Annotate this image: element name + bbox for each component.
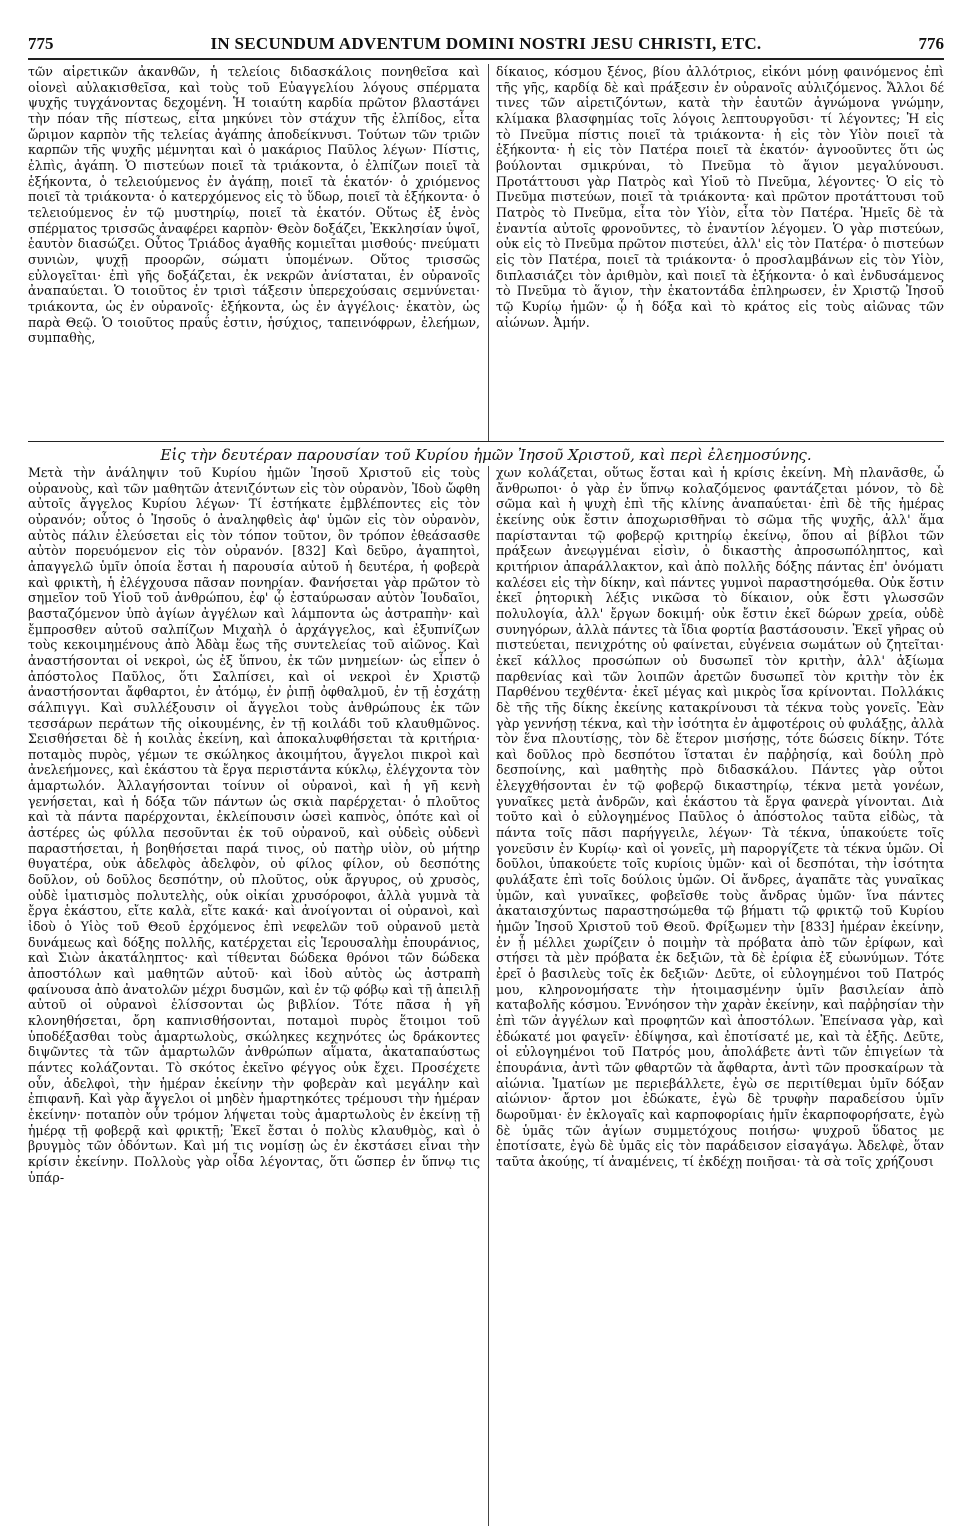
header-rule (28, 58, 944, 60)
page-number-left: 775 (28, 34, 54, 53)
column-divider-top (488, 64, 489, 441)
top-right-column (496, 64, 944, 441)
bottom-right-paragraph: χων κολάζεται, οὕτως ἔσται καὶ ἡ κρίσις ἐκείνη. Μὴ πλανᾶσθε, ὦ ἄνθρωποι· ὁ γὰρ ἐν ὕπνῳ κολαζόμενος φαντάζεται μόνον, τὸ δὲ σῶμα καὶ ἡ ψυχὴ ἐπὶ τῆς κλίνης ἀναπαύεται· ἐπὶ δὲ τῆς ἡμέρας ἐκείνης οὐκ ἔστιν ἀποχωρισθῆναι τὸ σῶμα τῆς ψυχῆς, ἀλλ' ἅμα παρίστανται τῷ φοβερῷ κριτηρίῳ ἐκείνῳ, ὅπου αἱ βίβλοι τῶν πράξεων ἀνεῳγμέναι εἰσὶν, ὁ δικαστὴς ἀπροσωπόληπτος, καὶ κριτήριον ἀπαράλλακτον, καὶ ἀπὸ πολλῆς δόξης πάντας ἐπ' ὀνόματι καλέσει εἰς τὴν δίκην, καὶ πάντες γυμνοὶ παραστησόμεθα. Οὐκ ἔστιν ἐκεῖ ῥητορικὴ λέξις νικῶσα τὸ δίκαιον, οὐκ ἔστι γλωσσῶν πολυλογία, ἀλλ' ἔργων δοκιμή· οὐκ ἔστιν ἐκεῖ δώρων χρεία, οὐδὲ συνηγόρων, ἀλλὰ πάντες τὰ ἴδια φορτία βαστάσουσιν. Ἐκεῖ γῆρας οὐ πιστεύεται, πενιχρότης οὐ φαίνεται, εὐγένεια σωμάτων οὐ ζητεῖται· ἐκεῖ κάλλος προσώπων οὐ δυσωπεῖ τὸν κριτὴν, ἀλλ' ἀξίωμα παρθενίας καὶ τῶν λοιπῶν ἀρετῶν δυσωπεῖ τὸν κριτὴν τὸν ἐκ Παρθένου τεχθέντα· ἐκεῖ μέγας καὶ μικρὸς ἴσα κρίνονται. Πολλάκις δὲ τῆς τῆς δίκης ἐκείνης κατακρίνουσι τὰ τέκνα τοὺς γονεῖς. Ἐὰν γὰρ γεννήσῃ τέκνα, καὶ τὴν ἰσότητα ἐν ἀμφοτέροις οὐ φυλάξῃς, ἀλλὰ τὸν ἕνα πλουτίσῃς, τὸν δὲ ἕτερον μισήσῃς, τότε δώσεις δίκην. Τότε καὶ δοῦλος πρὸ δεσπότου ἵσταται ἐν παῤῥησίᾳ, καὶ δούλη πρὸ δεσποίνης, καὶ μαθητὴς πρὸ διδασκάλου. Πάντες γὰρ οὗτοι ἐλεγχθήσονται ἐν τῷ φοβερῷ δικαστηρίῳ, τέκνα μετὰ γονέων, γυναῖκες μετὰ ἀνδρῶν, καὶ ἑκάστου τὰ ἔργα φανερὰ γίνονται. Διὰ τοῦτο καὶ ὁ εὐλογημένος Παῦλος ὁ ἀπόστολος ταῦτα εἰδὼς, τὰ πάντα τοῖς πᾶσι παρήγγειλε, λέγων· Τὰ τέκνα, ὑπακούετε τοῖς γονεῦσιν ἐν Κυρίῳ· καὶ οἱ γονεῖς, μὴ παροργίζετε τὰ τέκνα ὑμῶν. Οἱ δοῦλοι, ὑπακούετε τοῖς κυρίοις ὑμῶν· καὶ οἱ δεσπόται, τὴν ἰσότητα φυλάξατε ἐπὶ τοῖς δούλοις ὑμῶν. Οἱ ἄνδρες, ἀγαπᾶτε τὰς γυναῖκας ὑμῶν, καὶ γυναῖκες, φοβεῖσθε τοὺς ἄνδρας ὑμῶν· ἵνα πάντες ἀκαταισχύντως παραστησώμεθα τῷ βήματι τῷ φρικτῷ τοῦ Κυρίου ἡμῶν Ἰησοῦ Χριστοῦ τοῦ Θεοῦ. Φρίξωμεν τὴν [833] ἡμέραν ἐκείνην, ἐν ᾗ μέλλει χωρίζειν ὁ ποιμὴν τὰ πρόβατα ἀπὸ τῶν ἐρίφων, καὶ στήσει τὰ μὲν πρόβατα ἐκ δεξιῶν, τὰ δὲ ἐρίφια ἐξ εὐωνύμων. Τότε ἐρεῖ ὁ βασιλεὺς τοῖς ἐκ δεξιῶν· Δεῦτε, οἱ εὐλογημένοι τοῦ Πατρός μου, κληρονομήσατε τὴν ἡτοιμασμένην ὑμῖν βασιλείαν ἀπὸ καταβολῆς κόσμου. Ἐννόησον τὴν χαρὰν ἐκείνην, καὶ παῤῥησίαν τὴν ἐπὶ τῶν ἀγγέλων καὶ προφητῶν καὶ ἀποστόλων. Ἐπείνασα γὰρ, καὶ ἐδώκατέ μοι φαγεῖν· ἐδίψησα, καὶ ἐποτίσατέ με, καὶ τὰ ἑξῆς. Δεῦτε, οἱ εὐλογημένοι τοῦ Πατρός μου, ἀπολάβετε ἀντὶ τῶν ἐπιγείων τὰ ἐπουράνια, ἀντὶ τῶν φθαρτῶν τὰ ἄφθαρτα, ἀντὶ τῶν προσκαίρων τὰ αἰώνια. Ἱματίων με περιεβάλλετε, ἐγὼ σε περιτίθεμαι ὑμῖν δόξαν αἰώνιον· ἄρτον μοι ἐδώκατε, ἐγὼ δὲ τρυφὴν παραδείσου ὑμῖν δωροῦμαι· ἐν ἐκλογαῖς καὶ καρποφορίαις ἡμῖν ἐκαρποφορήσατε, ἐγὼ δὲ ὑμᾶς τῶν ἁγίων συμμετόχους ποιήσω· ψυχροῦ ὕδατος με ἐποτίσατε, ἐγὼ δὲ ὑμᾶς εἰς τὸν παράδεισον εἰσαγάγω. Ἀδελφὲ, ὅταν ταῦτα ἀκούῃς, τί ἀναμένεις, τί ἐκδέχῃ ποιῆσαι· τὰ σὰ τοῖς χρήζουσι (496, 465, 944, 1169)
top-right-paragraph: δίκαιος, κόσμου ξένος, βίου ἀλλότριος, εἰκόνι μόνῃ φαινόμενος ἐπὶ τῆς γῆς, καρδίᾳ δὲ καὶ πράξεσιν ἐν οὐρανοῖς αὐλιζόμενος. Ἄλλοι δέ τινες τῶν αἱρετιζόντων, κατὰ τὴν ἑαυτῶν ἀγνώμονα γνώμην, κλίμακα βλασφημίας τοῖς λόγοις λεπτουργοῦσι· τί λέγοντες; Ἡ εἰς τὸ Πνεῦμα πίστις ποιεῖ τὰ τριάκοντα· ἡ εἰς τὸν Υἱὸν ποιεῖ τὰ ἑξήκοντα· ἡ εἰς τὸν Πατέρα ποιεῖ τὰ ἑκατόν· ἀγνοοῦντες ὅτι ὡς βούλονται σμικρύναι, τὸ Πνεῦμα τὸ ἅγιον μεγαλύνουσι. Προτάττουσι γὰρ Πατρὸς καὶ Υἱοῦ τὸ Πνεῦμα, λέγοντες· Ὁ εἰς τὸ Πνεῦμα πιστεύων, ποιεῖ τὰ τριάκοντα· καὶ πρῶτον προτάττουσι τοῦ Πατρὸς τὸ Πνεῦμα, εἶτα τὸν Υἱὸν, εἶτα τὸν Πατέρα. Ἡμεῖς δὲ τὰ ἐναντία αὐτοῖς φρονοῦντες, τὸ ἐναντίον λέγομεν. Ὁ γὰρ πιστεύων, οὐκ εἰς τὸ Πνεῦμα πρῶτον πιστεύει, ἀλλ' εἰς τὸν Πατέρα· ὁ πιστεύων εἰς τὸν Πατέρα, ποιεῖ τὰ τριάκοντα· ὁ προσλαμβάνων εἰς τὸν Υἱὸν, διπλασιάζει τὸν ἀριθμὸν, καὶ ποιεῖ τὰ ἑξήκοντα· ὁ καὶ ἐνδυσάμενος τὸ Πνεῦμα τὸ ἅγιον, τὴν ἑκατοντάδα ἐπληρωσεν, ἐν Χριστῷ Ἰησοῦ τῷ Κυρίῳ ἡμῶν· ᾧ ἡ δόξα καὶ τὸ κράτος εἰς τοὺς αἰῶνας τῶν αἰώνων. Ἀμήν. (496, 64, 944, 330)
page-number-right: 776 (918, 34, 944, 53)
column-divider-bottom (488, 466, 489, 1526)
top-left-paragraph: τῶν αἱρετικῶν ἀκανθῶν, ἡ τελείοις διδασκάλοις πονηθεῖσα καὶ οἱονεὶ αὐλακισθεῖσα, καὶ τοὺς τοῦ Εὐαγγελίου λόγους σπέρματα ψυχῆς τυγχάνοντας δεχομένη. Ἡ τοιαύτη καρδία πρῶτον βλαστάνει τὴν πόαν τῆς πίστεως, εἶτα μηκύνει τὸν στάχυν τῆς ἐλπίδος, εἶτα ὥριμον καρπὸν τῆς τελείας ἀγάπης ἀποδείκνυσι. Τούτων τῶν τριῶν καρπῶν τῆς ψυχῆς μέμνηται καὶ ὁ μακάριος Παῦλος λέγων· Πίστις, ἐλπὶς, ἀγάπη. Ὁ πιστεύων ποιεῖ τὰ τριάκοντα, ὁ ἐλπίζων ποιεῖ τὰ ἑξήκοντα, ὁ τελειούμενος ἐν ἀγάπῃ, ποιεῖ τὰ ἑκατόν· ὁ χριόμενος ποιεῖ τὰ τριάκοντα· ὁ κατερχόμενος εἰς τὸ ὕδωρ, ποιεῖ τὰ ἑξήκοντα· ὁ τελειούμενος ἐν τῷ μυστηρίῳ, ποιεῖ τὰ ἑκατόν. Οὕτως ἐξ ἑνὸς σπέρματος τρισσῶς ἀναφέρει καρπὸν· Θεὸν δοξάζει, Ἐκκλησίαν ὑψοῖ, ἑαυτὸν διασώζει. Οὗτος Τριάδος ἀγαθῆς κομιεῖται μισθούς· πνεύματι συνιὼν, ψυχῇ προορῶν, σώματι ὑπομένων. Οὕτος τρισσῶς εὐλογεῖται· ἐπὶ γῆς δοξάζεται, ἐκ νεκρῶν ἀνίσταται, ἐν οὐρανοῖς ἀναπαύεται. Ὁ τοιοῦτος ἐν τρισὶ τάξεσιν ὑπερεχούσαις σεμνύνεται· τριάκοντα, ὡς ἐν οὐρανοῖς· ἑξήκοντα, ὡς ἐν ἀγγέλοις· ἑκατὸν, ὡς παρὰ Θεῷ. Ὁ τοιοῦτος πραΰς ἐστιν, ἡσύχιος, ταπεινόφρων, ἐλεήμων, συμπαθὴς, (28, 64, 480, 346)
top-left-column (28, 64, 480, 441)
bottom-left-paragraph: Μετὰ τὴν ἀνάληψιν τοῦ Κυρίου ἡμῶν Ἰησοῦ Χριστοῦ εἰς τοὺς οὐρανοὺς, καὶ τῶν μαθητῶν ἀτενιζόντων εἰς τὸν οὐρανὸν, Ἰδοὺ ὤφθη αὐτοῖς ἄγγελος Κυρίου λέγων· Τί ἑστήκατε ἐμβλέποντες εἰς τὸν οὐρανόν; οὗτος ὁ Ἰησοῦς ὁ ἀναληφθεὶς ἀφ' ὑμῶν εἰς τὸν οὐρανὸν, αὐτὸς πάλιν ἐλεύσεται εἰς τὸν τόπον τοῦτον, ὃν τρόπον ἐθεάσασθε αὐτὸν πορευόμενον εἰς τὸν οὐρανόν. [832] Καὶ δεῦρο, ἀγαπητοὶ, ἀπαγγελῶ ὑμῖν ὁποία ἔσται ἡ παρουσία αὐτοῦ ἡ δευτέρα, ἡ φοβερὰ καὶ φρικτὴ, ἡ ἐλέγχουσα πᾶσαν πονηρίαν. Φανήσεται γὰρ πρῶτον τὸ σημεῖον τοῦ Υἱοῦ τοῦ ἀνθρώπου, ἐφ' ᾧ ἐσταύρωσαν αὐτὸν Ἰουδαῖοι, βασταζόμενον ὑπὸ ἁγίων ἀγγέλων καὶ λάμποντα ὡς ἀστραπὴν· καὶ ἔμπροσθεν αὐτοῦ σαλπίζων Μιχαὴλ ὁ ἀρχάγγελος, καὶ ἐξυπνίζων τοὺς κεκοιμημένους ἀπὸ Ἀδὰμ ἕως τῆς συντελείας τοῦ αἰῶνος. Καὶ ἀναστήσονται οἱ νεκροὶ, ὡς ἐξ ὕπνου, ἐκ τῶν μνημείων· ὡς εἶπεν ὁ ἀπόστολος Παῦλος, ὅτι Σαλπίσει, καὶ οἱ νεκροὶ ἐν Χριστῷ ἀναστήσονται ἄφθαρτοι, ἐν ἀτόμῳ, ἐν ῥιπῇ ὀφθαλμοῦ, ἐν τῇ ἐσχάτῃ σάλπιγγι. Καὶ συλλέξουσιν οἱ ἄγγελοι τοὺς ἀνθρώπους ἐκ τῶν τεσσάρων περάτων τῆς οἰκουμένης, ἐν τῇ κοιλάδι τοῦ κλαυθμῶνος. Σεισθήσεται δὲ ἡ κοιλὰς ἐκείνη, καὶ ἀποκαλυφθήσεται τὰ κριτήρια· ποταμὸς πυρὸς, γέμων τε σκώληκος ἀκοιμήτου, ἄγγελοι πικροὶ καὶ ἀνελεήμονες, καὶ ἑκάστου τὰ ἔργα περιστάντα κύκλῳ, ἐλέγχοντα τὸν ἁμαρτωλόν. Ἀλλαγήσονται τοίνυν οἱ οὐρανοὶ, καὶ ἡ γῆ κενὴ γενήσεται, καὶ ἡ δόξα τῶν πάντων ὡς σκιὰ παρέρχεται· ὁ πλοῦτος καὶ τὰ πάντα παρέρχονται, ἐκλείπουσιν ὡσεὶ καπνὸς, ὁπότε καὶ οἱ ἀστέρες ὡς φύλλα πεσοῦνται ἐκ τοῦ οὐρανοῦ, καὶ οὐδεὶς οὐδενὶ παραστήσεται, ἡ βοηθήσεται παρά τινος, οὐ πατὴρ υἱὸν, οὐ μήτηρ θυγατέρα, οὐκ ἀδελφὸς ἀδελφὸν, οὐ φίλος φίλον, οὐ δεσπότης δοῦλον, οὐ δοῦλος δεσπότην, οὐ πλοῦτος, οὐκ ἄργυρος, οὐ χρυσὸς, οὐδὲ ἱματισμὸς πολυτελὴς, οὐκ οἰκίαι χρυσόροφοι, ἀλλὰ γυμνὰ τὰ ἔργα ἑκάστου, εἴτε καλὰ, εἴτε κακά· καὶ ἀνοίγονται οἱ οὐρανοὶ, καὶ ἰδοὺ ὁ Υἱὸς τοῦ Θεοῦ ἐρχόμενος ἐπὶ νεφελῶν τοῦ οὐρανοῦ μετὰ δυνάμεως καὶ δόξης πολλῆς, κατέρχεται εἰς Ἱερουσαλὴμ ἐπουράνιος, καὶ Σιὼν ἀκατάληπτος· καὶ τίθενται δώδεκα θρόνοι τῶν δώδεκα ἀποστόλων καὶ μαθητῶν αὐτοῦ· καὶ ἰδοὺ αὐτὸς ὡς ἀστραπὴ φαίνουσα ἀπὸ ἀνατολῶν μέχρι δυσμῶν, καὶ ἐν τῷ φόβῳ καὶ τῇ ἀπειλῇ αὐτοῦ οἱ οὐρανοὶ ἑλίσσονται ὡς βιβλίον. Τότε πᾶσα ἡ γῆ κλονηθήσεται, ὄρη καπνισθήσονται, ποταμοὶ πυρὸς ἕτοιμοι τοῦ ὑποδέξασθαι τοὺς ἁμαρτωλοὺς, σκώληκες κεχηνότες ὡς δράκοντες διψῶντες τὰ τῶν ἁμαρτωλῶν ἀνθρώπων αἵματα, ἀκαταπαύστως πάντες κολάζονται. Τὸ σκότος ἐκεῖνο φέγγος οὐκ ἔχει. Προσέχετε οὖν, ἀδελφοὶ, τὴν ἡμέραν ἐκείνην τὴν φοβερὰν καὶ μεγάλην καὶ ἐπιφανῆ. Καὶ γὰρ ἄγγελοι οἱ μηδὲν ἡμαρτηκότες τρέμουσι τὴν ἡμέραν ἐκείνην· ποταπὸν οὖν τρόμον λήψεται τοὺς ἁμαρτωλοὺς ἐν ἐκείνῃ τῇ ἡμέρᾳ τῇ φοβερᾷ καὶ φρικτῇ; Ἐκεῖ ἔσται ὁ πολὺς κλαυθμὸς, καὶ ὁ βρυγμὸς τῶν ὀδόντων. Καὶ μή τις νομίσῃ ὡς ἐν ἐκστάσει εἶναι τὴν κρίσιν ἐκείνην. Πολλοὺς γὰρ οἶδα λέγοντας, ὅτι ὥσπερ ἐν ὕπνῳ τις ὑπάρ- (28, 465, 480, 1185)
bottom-left-column (28, 465, 480, 1525)
page-header (28, 34, 944, 58)
section-rule (28, 441, 944, 442)
bottom-right-column (496, 465, 944, 1525)
running-title: IN SECUNDUM ADVENTUM DOMINI NOSTRI JESU CHRISTI, ETC. (210, 34, 762, 53)
section-title: Εἰς τὴν δευτέραν παρουσίαν τοῦ Κυρίου ἡμῶν Ἰησοῦ Χριστοῦ, καὶ περὶ ἐλεημοσύνης. (160, 446, 812, 464)
